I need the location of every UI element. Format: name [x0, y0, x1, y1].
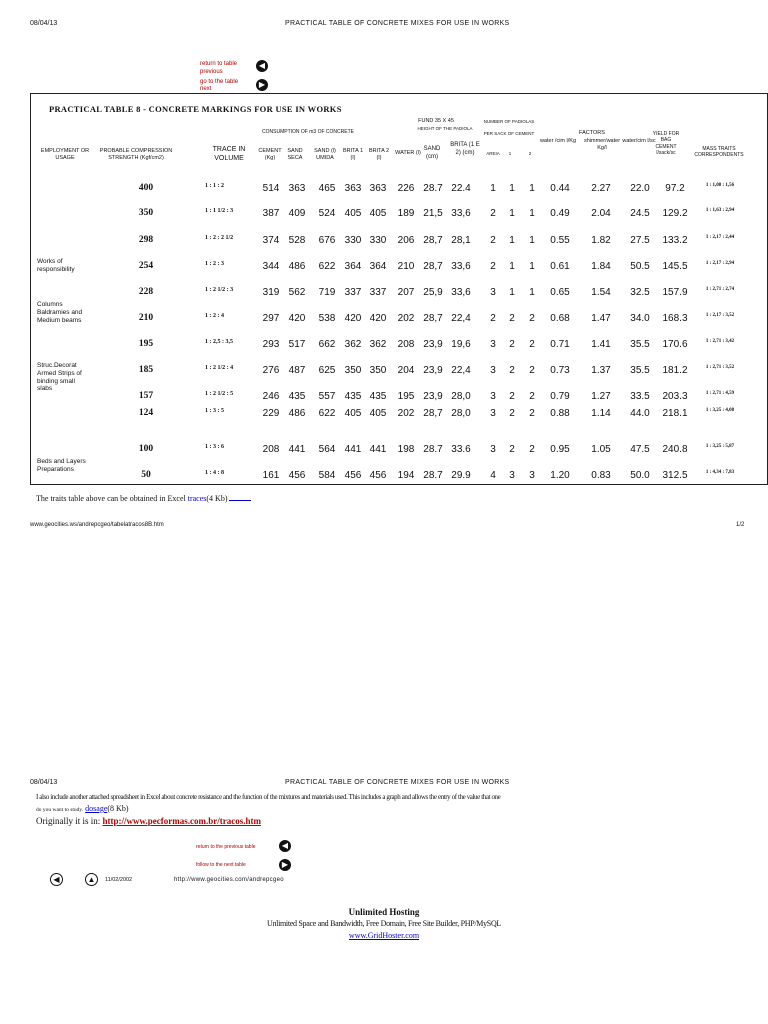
cell-mass: 1 : 3,25 : 4,08 — [705, 408, 735, 413]
cell-cement: 344 — [262, 261, 280, 272]
page2-intro: I also include another attached spreadsheet in Excel about concrete resistance and the function of the mixtures and materials used. This includes a graph and allows the entry of the value that one — [36, 793, 501, 801]
cell-b1: 363 — [344, 183, 362, 194]
header-padiolas-sub: PER SACK OF CEMENT — [483, 131, 535, 136]
cell-seca: 409 — [288, 208, 306, 219]
back-circle-icon[interactable]: ◀ — [50, 873, 63, 886]
cell-trace: 1 : 2 : 4 — [205, 313, 224, 319]
cell-p1: 3 — [490, 408, 496, 419]
cell-f3: 35.5 — [630, 339, 650, 350]
cell-p2: 2 — [509, 391, 515, 402]
cell-yield: 170.6 — [662, 339, 688, 350]
cell-umida: 622 — [318, 408, 336, 419]
cell-p2: 2 — [509, 339, 515, 350]
cell-sand-cm: 28.7 — [423, 183, 443, 194]
header-brita-cm: BRITA (1 E 2) (cm) — [450, 142, 480, 156]
cell-p1: 2 — [490, 208, 496, 219]
cell-fck: 228 — [138, 287, 154, 297]
cell-p3: 1 — [529, 235, 535, 246]
cell-brita-cm: 19,6 — [451, 339, 471, 350]
header-fund-sub: HEIGHT OF THE PADIOLA — [417, 126, 473, 131]
cell-mass: 1 : 2,71 : 3,52 — [705, 365, 735, 370]
cell-fck: 100 — [138, 444, 154, 454]
cell-sand-cm: 25,9 — [423, 287, 443, 298]
cell-fck: 254 — [138, 261, 154, 271]
header-factors: FACTORS — [579, 130, 605, 136]
page2-header-title: PRACTICAL TABLE OF CONCRETE MIXES FOR USE IN WORKS — [285, 779, 510, 786]
header-padiolas: NUMBER OF PADIOLAS — [483, 119, 535, 124]
cell-mass: 1 : 2,71 : 3,42 — [705, 339, 735, 344]
cell-umida: 625 — [318, 365, 336, 376]
cell-f3: 32.5 — [630, 287, 650, 298]
cell-fck: 195 — [138, 339, 154, 349]
page2-previous-arrow-icon[interactable]: ◀ — [279, 840, 291, 852]
cell-mass: 1 : 2,17 : 3,52 — [705, 313, 735, 318]
cell-f1: 0.65 — [550, 287, 570, 298]
cell-brita-cm: 22.4 — [451, 183, 471, 194]
header-fund: FUND 35 X 45 — [418, 118, 454, 124]
cell-p2: 2 — [509, 408, 515, 419]
cell-brita-cm: 33,6 — [451, 261, 471, 272]
cell-fck: 400 — [138, 183, 154, 193]
header-cement: CEMENT (Kg) — [258, 148, 282, 161]
cell-fck: 210 — [138, 313, 154, 323]
cell-cement: 297 — [262, 313, 280, 324]
cell-sand-cm: 21,5 — [423, 208, 443, 219]
cell-f3: 35.5 — [630, 365, 650, 376]
group-label-beds: Beds and Layers Preparations — [37, 458, 86, 473]
link-underline — [229, 500, 251, 501]
cell-seca: 435 — [288, 391, 306, 402]
cell-mass: 1 : 1,08 : 1,56 — [705, 183, 735, 188]
page-header-title: PRACTICAL TABLE OF CONCRETE MIXES FOR USE IN WORKS — [285, 20, 510, 27]
cell-seca: 486 — [288, 261, 306, 272]
cell-yield: 145.5 — [662, 261, 688, 272]
cell-umida: 465 — [318, 183, 336, 194]
cell-p3: 3 — [529, 470, 535, 481]
traces-link[interactable]: traces — [187, 494, 207, 503]
cell-yield: 97.2 — [665, 183, 685, 194]
cell-f1: 0.61 — [550, 261, 570, 272]
cell-trace: 1 : 2,5 : 3,5 — [205, 339, 233, 345]
cell-f3: 50.0 — [630, 470, 650, 481]
page2-small-date: 11/02/2002 — [105, 877, 133, 883]
table-title: PRACTICAL TABLE 8 - CONCRETE MARKINGS FOR USE IN WORKS — [49, 104, 342, 114]
cell-f2: 1.05 — [591, 444, 611, 455]
cell-umida: 557 — [318, 391, 336, 402]
cell-b1: 337 — [344, 287, 362, 298]
cell-f1: 0.95 — [550, 444, 570, 455]
cell-water: 226 — [397, 183, 415, 194]
cell-cement: 514 — [262, 183, 280, 194]
return-previous-label[interactable]: previous — [200, 69, 223, 75]
header-water: WATER (l) — [395, 150, 421, 156]
cell-b1: 362 — [344, 339, 362, 350]
cell-water: 207 — [397, 287, 415, 298]
cell-cement: 276 — [262, 365, 280, 376]
cell-yield: 181.2 — [662, 365, 688, 376]
cell-f2: 1.47 — [591, 313, 611, 324]
group-label-responsibility: Works of responsibility — [37, 258, 75, 273]
cell-p2: 1 — [509, 261, 515, 272]
cell-p2: 2 — [509, 444, 515, 455]
cell-p3: 2 — [529, 313, 535, 324]
cell-b2: 330 — [369, 235, 387, 246]
header-compression: PROBABLE COMPRESSION STRENGTH (Kgf/cm2) — [99, 148, 173, 161]
cell-cement: 374 — [262, 235, 280, 246]
header-sand-seca: SAND SECA — [287, 148, 303, 161]
cell-f1: 0.73 — [550, 365, 570, 376]
origin-link[interactable]: http://www.pecformas.com.br/tracos.htm — [102, 816, 261, 826]
cell-umida: 564 — [318, 444, 336, 455]
cell-b1: 405 — [344, 208, 362, 219]
cell-f3: 24.5 — [630, 208, 650, 219]
header-mass: MASS TRAITS CORRESPONDENTS — [694, 146, 744, 159]
cell-mass: 1 : 1,63 : 2,94 — [705, 208, 735, 213]
cell-yield: 312.5 — [662, 470, 688, 481]
cell-b2: 441 — [369, 444, 387, 455]
cell-yield: 129.2 — [662, 208, 688, 219]
cell-trace: 1 : 1 1/2 : 3 — [205, 208, 234, 214]
group-label-strips: Struc.Decorat Armed Strips of binding small slabs — [37, 362, 82, 393]
cell-p3: 2 — [529, 339, 535, 350]
cell-brita-cm: 29.9 — [451, 470, 471, 481]
cell-p2: 2 — [509, 313, 515, 324]
cell-seca: 528 — [288, 235, 306, 246]
cell-f3: 50.5 — [630, 261, 650, 272]
cell-f2: 1.84 — [591, 261, 611, 272]
cell-p1: 3 — [490, 365, 496, 376]
page-date: 08/04/13 — [30, 20, 58, 27]
header-employment: EMPLOYMENT OR USAGE — [40, 148, 90, 161]
cell-mass: 1 : 2,71 : 2,74 — [705, 287, 735, 292]
cell-trace: 1 : 2 1/2 : 4 — [205, 365, 234, 371]
cell-p1: 3 — [490, 391, 496, 402]
cell-f2: 1.14 — [591, 408, 611, 419]
cell-water: 202 — [397, 408, 415, 419]
cell-f1: 0.79 — [550, 391, 570, 402]
header-sub-areia: AREIA — [486, 151, 500, 156]
header-brita2: BRITA 2 (l) — [368, 148, 390, 161]
header-water-cim: water /cim l/Kg — [539, 138, 577, 144]
header-shimmer: shimmer/water Kg/l — [583, 138, 621, 151]
cell-water: 204 — [397, 365, 415, 376]
follow-next-table-label[interactable]: follow to the next table — [196, 862, 246, 868]
cell-mass: 1 : 4,34 : 7,83 — [705, 470, 735, 475]
cell-seca: 456 — [288, 470, 306, 481]
cell-b2: 362 — [369, 339, 387, 350]
cell-b1: 441 — [344, 444, 362, 455]
cell-brita-cm: 33.6 — [451, 444, 471, 455]
cell-cement: 161 — [262, 470, 280, 481]
cell-yield: 203.3 — [662, 391, 688, 402]
cell-sand-cm: 28.7 — [423, 470, 443, 481]
cell-p3: 1 — [529, 287, 535, 298]
footer-url: www.geocities.ws/andrepcgeo/tabelatracos8B.htm — [30, 522, 164, 528]
cell-b1: 435 — [344, 391, 362, 402]
cell-b1: 456 — [344, 470, 362, 481]
cell-f2: 2.27 — [591, 183, 611, 194]
cell-cement: 246 — [262, 391, 280, 402]
cell-p1: 2 — [490, 261, 496, 272]
cell-f2: 1.82 — [591, 235, 611, 246]
previous-arrow-icon[interactable]: ◀ — [256, 60, 268, 72]
cell-f1: 1.20 — [550, 470, 570, 481]
cell-yield: 157.9 — [662, 287, 688, 298]
cell-fck: 185 — [138, 365, 154, 375]
cell-f2: 0.83 — [591, 470, 611, 481]
cell-sand-cm: 28,7 — [423, 313, 443, 324]
page2-next-arrow-icon[interactable]: ▶ — [279, 859, 291, 871]
cell-yield: 218.1 — [662, 408, 688, 419]
cell-trace: 1 : 3 : 6 — [205, 444, 224, 450]
cell-b1: 364 — [344, 261, 362, 272]
cell-brita-cm: 33,6 — [451, 208, 471, 219]
cell-b2: 456 — [369, 470, 387, 481]
concrete-mix-table — [30, 93, 768, 485]
header-trace: TRACE IN VOLUME — [212, 146, 246, 162]
cell-f3: 34.0 — [630, 313, 650, 324]
cell-p2: 1 — [509, 208, 515, 219]
cell-mass: 1 : 3,25 : 5,87 — [705, 444, 735, 449]
cell-trace: 1 : 2 1/2 : 3 — [205, 287, 234, 293]
cell-b2: 405 — [369, 208, 387, 219]
cell-sand-cm: 28,7 — [423, 235, 443, 246]
cell-f1: 0.44 — [550, 183, 570, 194]
traces-size: (4 Kb) — [206, 494, 228, 503]
cell-water: 195 — [397, 391, 415, 402]
cell-umida: 538 — [318, 313, 336, 324]
cell-b1: 420 — [344, 313, 362, 324]
origin-line — [36, 816, 261, 826]
cell-fck: 50 — [141, 470, 151, 480]
cell-seca: 517 — [288, 339, 306, 350]
cell-cement: 319 — [262, 287, 280, 298]
cell-f3: 22.0 — [630, 183, 650, 194]
cell-f1: 0.68 — [550, 313, 570, 324]
after-table-note — [36, 494, 251, 503]
hosting-description: Unlimited Space and Bandwidth, Free Domain, Free Site Builder, PHP/MySQL — [266, 919, 502, 928]
hosting-title: Unlimited Hosting — [348, 907, 420, 917]
page2-geo-url: http://www.geocities.com/andrepcgeo — [174, 877, 284, 883]
cell-b2: 405 — [369, 408, 387, 419]
cell-trace: 1 : 3 : 5 — [205, 408, 224, 414]
cell-sand-cm: 28,7 — [423, 261, 443, 272]
cell-yield: 133.2 — [662, 235, 688, 246]
cell-seca: 441 — [288, 444, 306, 455]
header-yield: YIELD FOR BAG CEMENT l/sack/sc — [652, 131, 680, 156]
cell-p1: 1 — [490, 183, 496, 194]
cell-p3: 2 — [529, 444, 535, 455]
cell-b2: 337 — [369, 287, 387, 298]
cell-trace: 1 : 2 : 2 1/2 — [205, 235, 234, 241]
cell-p1: 2 — [490, 313, 496, 324]
cell-mass: 1 : 2,71 : 4,59 — [705, 391, 735, 396]
header-sand-umida: SAND (l) UMIDA — [314, 148, 336, 161]
cell-p1: 4 — [490, 470, 496, 481]
cell-b2: 363 — [369, 183, 387, 194]
cell-trace: 1 : 1 : 2 — [205, 183, 224, 189]
cell-cement: 208 — [262, 444, 280, 455]
cell-f2: 1.54 — [591, 287, 611, 298]
cell-p3: 2 — [529, 365, 535, 376]
cell-p2: 1 — [509, 183, 515, 194]
cell-brita-cm: 28,1 — [451, 235, 471, 246]
cell-water: 206 — [397, 235, 415, 246]
cell-f3: 44.0 — [630, 408, 650, 419]
study-prefix: do you want to study. — [36, 807, 84, 813]
cell-fck: 157 — [138, 391, 154, 401]
cell-b1: 405 — [344, 408, 362, 419]
group-label-columns: Columns Baldramies and Medium beams — [37, 301, 83, 324]
cell-umida: 719 — [318, 287, 336, 298]
cell-sand-cm: 28,7 — [423, 408, 443, 419]
header-sub-2: 2 — [528, 151, 532, 156]
cell-b2: 420 — [369, 313, 387, 324]
cell-fck: 350 — [138, 208, 154, 218]
cell-seca: 420 — [288, 313, 306, 324]
cell-p2: 3 — [509, 470, 515, 481]
study-line — [36, 804, 128, 813]
cell-p3: 1 — [529, 261, 535, 272]
cell-f1: 0.71 — [550, 339, 570, 350]
cell-yield: 168.3 — [662, 313, 688, 324]
cell-b1: 350 — [344, 365, 362, 376]
cell-water: 194 — [397, 470, 415, 481]
cell-seca: 487 — [288, 365, 306, 376]
cell-f1: 0.88 — [550, 408, 570, 419]
cell-water: 198 — [397, 444, 415, 455]
cell-f2: 2.04 — [591, 208, 611, 219]
cell-sand-cm: 23,9 — [423, 365, 443, 376]
cell-umida: 662 — [318, 339, 336, 350]
cell-mass: 1 : 2,17 : 2,94 — [705, 261, 735, 266]
cell-p1: 3 — [490, 444, 496, 455]
cell-b2: 364 — [369, 261, 387, 272]
cell-fck: 124 — [138, 408, 154, 418]
return-previous-table-label[interactable]: return to the previous table — [196, 844, 256, 850]
cell-f1: 0.55 — [550, 235, 570, 246]
cell-water: 208 — [397, 339, 415, 350]
origin-prefix: Originally it is in: — [36, 816, 101, 826]
cell-brita-cm: 28,0 — [451, 391, 471, 402]
cell-b1: 330 — [344, 235, 362, 246]
cell-yield: 240.8 — [662, 444, 688, 455]
cell-trace: 1 : 2 1/2 : 5 — [205, 391, 234, 397]
header-sub-1: 1 — [508, 151, 512, 156]
cell-f3: 27.5 — [630, 235, 650, 246]
cell-p1: 3 — [490, 339, 496, 350]
cell-p1: 3 — [490, 287, 496, 298]
hosting-link[interactable]: www.GridHoster.com — [348, 931, 420, 940]
cell-fck: 298 — [138, 235, 154, 245]
cell-sand-cm: 23,9 — [423, 339, 443, 350]
header-sand-cm: SAND (cm) — [423, 146, 441, 160]
cell-mass: 1 : 2,17 : 2,44 — [705, 235, 735, 240]
cell-sand-cm: 23,9 — [423, 391, 443, 402]
next-arrow-icon[interactable]: ▶ — [256, 79, 268, 91]
cell-p3: 2 — [529, 408, 535, 419]
cell-p3: 1 — [529, 208, 535, 219]
cell-p3: 1 — [529, 183, 535, 194]
cell-seca: 363 — [288, 183, 306, 194]
cell-p2: 2 — [509, 365, 515, 376]
cell-f3: 33.5 — [630, 391, 650, 402]
cell-water: 210 — [397, 261, 415, 272]
cell-brita-cm: 28,0 — [451, 408, 471, 419]
cell-umida: 584 — [318, 470, 336, 481]
cell-brita-cm: 33,6 — [451, 287, 471, 298]
cell-f3: 47.5 — [630, 444, 650, 455]
header-consumption: CONSUMPTION OF m3 OF CONCRETE — [262, 129, 354, 135]
cell-cement: 293 — [262, 339, 280, 350]
cell-p2: 1 — [509, 287, 515, 298]
cell-seca: 562 — [288, 287, 306, 298]
cell-f2: 1.37 — [591, 365, 611, 376]
cell-brita-cm: 22,4 — [451, 313, 471, 324]
after-table-text: The traits table above can be obtained in Excel — [36, 494, 186, 503]
up-circle-icon[interactable]: ▲ — [85, 873, 98, 886]
cell-seca: 486 — [288, 408, 306, 419]
cell-b2: 435 — [369, 391, 387, 402]
cell-cement: 387 — [262, 208, 280, 219]
cell-p2: 1 — [509, 235, 515, 246]
dosage-link[interactable]: dosage — [85, 804, 108, 813]
page2-date: 08/04/13 — [30, 779, 58, 786]
cell-b2: 350 — [369, 365, 387, 376]
cell-cement: 229 — [262, 408, 280, 419]
cell-f2: 1.41 — [591, 339, 611, 350]
cell-water: 202 — [397, 313, 415, 324]
return-table-label[interactable]: return to table — [200, 61, 238, 67]
cell-trace: 1 : 2 : 3 — [205, 261, 224, 267]
cell-umida: 676 — [318, 235, 336, 246]
cell-trace: 1 : 4 : 8 — [205, 470, 224, 476]
cell-umida: 622 — [318, 261, 336, 272]
cell-water: 189 — [397, 208, 415, 219]
dosage-size: (8 Kb) — [107, 804, 129, 813]
goto-next-label[interactable]: next — [200, 86, 212, 92]
cell-p3: 2 — [529, 391, 535, 402]
cell-p1: 2 — [490, 235, 496, 246]
header-brita1: BRITA 1 (l) — [342, 148, 364, 161]
cell-f2: 1.27 — [591, 391, 611, 402]
cell-umida: 524 — [318, 208, 336, 219]
cell-brita-cm: 22,4 — [451, 365, 471, 376]
goto-table-label[interactable]: go to the table — [200, 79, 239, 85]
footer-page: 1/2 — [736, 522, 745, 528]
header-water-sac: water/cim l/sc — [622, 138, 656, 144]
cell-sand-cm: 28.7 — [423, 444, 443, 455]
cell-f1: 0.49 — [550, 208, 570, 219]
